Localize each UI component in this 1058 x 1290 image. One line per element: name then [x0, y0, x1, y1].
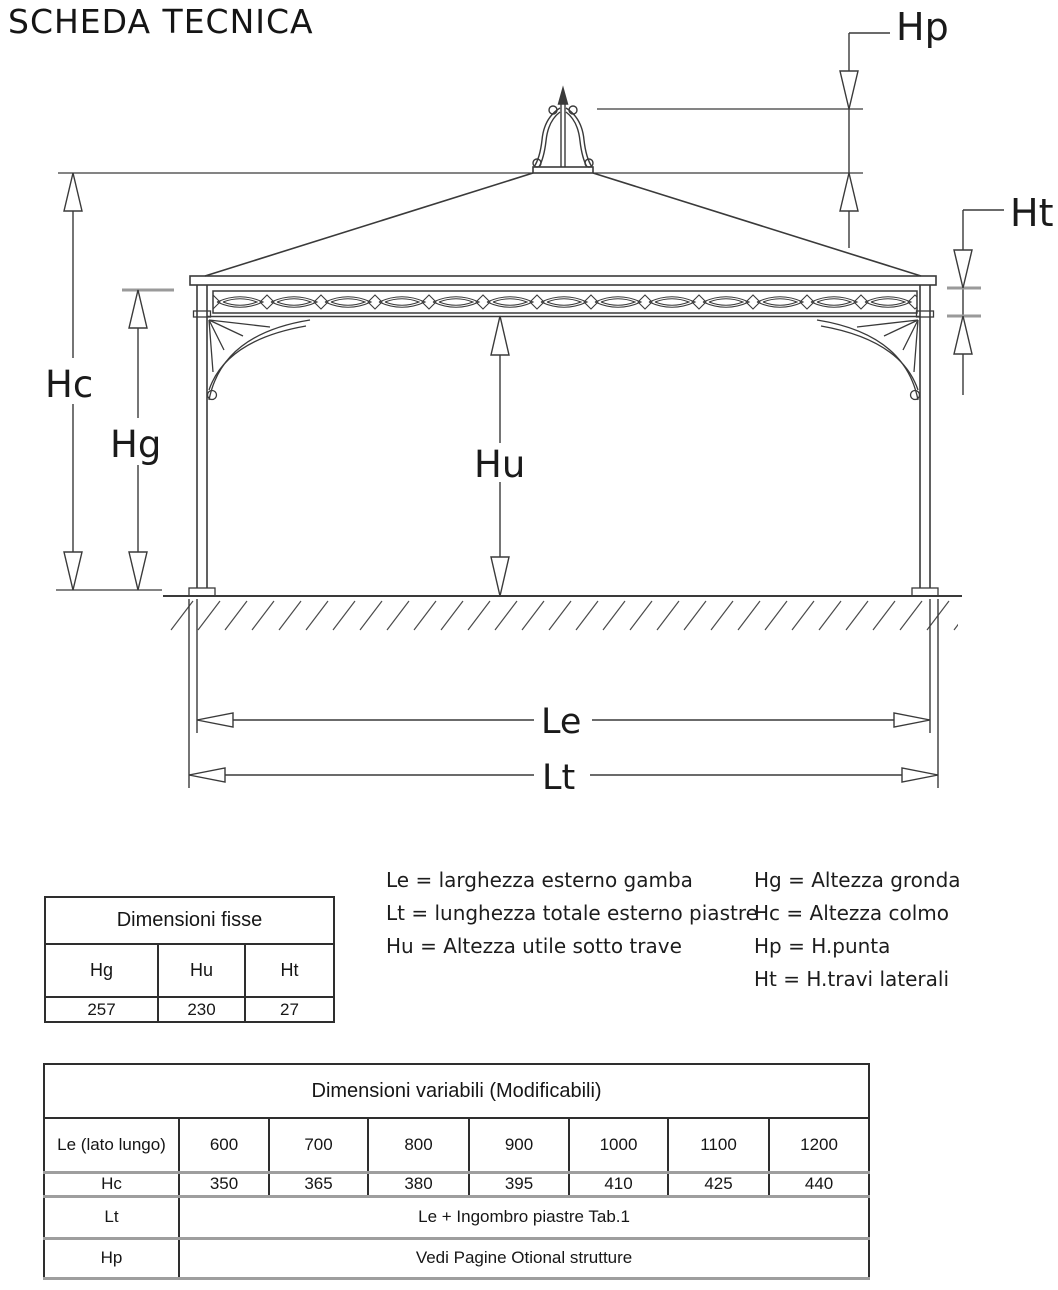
hc-value: 395: [469, 1172, 569, 1196]
legend-hp: Hp = H.punta: [754, 934, 891, 958]
hc-value: 440: [769, 1172, 869, 1196]
frieze-band: [207, 291, 920, 317]
hc-value: 410: [569, 1172, 668, 1196]
fixed-value-ht: 27: [245, 997, 334, 1022]
gazebo-structure: [163, 88, 962, 632]
legend-left-column: [386, 864, 758, 963]
le-value: 900: [469, 1118, 569, 1172]
dim-label-le: Le: [541, 702, 582, 742]
le-value: 600: [179, 1118, 269, 1172]
fixed-table-value-row: [45, 997, 334, 1022]
hp-row-value: Vedi Pagine Otional strutture: [179, 1238, 869, 1278]
dim-label-hg: Hg: [110, 423, 162, 466]
dim-label-hc: Hc: [45, 363, 94, 406]
hc-value: 425: [668, 1172, 769, 1196]
ground-line: [163, 596, 962, 632]
variable-table-le-row: [44, 1118, 869, 1172]
dimension-ht: [947, 210, 1004, 395]
dim-label-ht: Ht: [1010, 191, 1054, 235]
le-value: 700: [269, 1118, 368, 1172]
legend-lt: Lt = lunghezza totale esterno piastre: [386, 901, 758, 925]
legend-hc: Hc = Altezza colmo: [754, 901, 950, 925]
dim-label-hu: Hu: [474, 443, 526, 486]
fixed-table-header-row: [45, 944, 334, 997]
left-corner-bracket: [208, 320, 311, 400]
le-value: 1200: [769, 1118, 869, 1172]
hc-value: 380: [368, 1172, 469, 1196]
fixed-table-title: Dimensioni fisse: [45, 897, 334, 944]
fixed-header-hu: Hu: [158, 944, 245, 997]
left-column: [189, 285, 215, 596]
page-title: SCHEDA TECNICA: [8, 2, 314, 41]
roof-finial: [533, 88, 593, 167]
right-column: [912, 285, 938, 596]
hc-value: 350: [179, 1172, 269, 1196]
dimension-hp: [840, 33, 890, 248]
le-value: 1000: [569, 1118, 668, 1172]
dim-label-hp: Hp: [896, 5, 949, 49]
lt-row-label: Lt: [44, 1196, 179, 1238]
hc-value: 365: [269, 1172, 368, 1196]
legend-ht: Ht = H.travi laterali: [754, 967, 950, 991]
dim-label-lt: Lt: [542, 758, 576, 798]
fixed-dimensions-table: [44, 896, 335, 1023]
legend-hg: Hg = Altezza gronda: [754, 868, 961, 892]
le-row-label: Le (lato lungo): [44, 1118, 179, 1172]
le-value: 800: [368, 1118, 469, 1172]
hp-row-label: Hp: [44, 1238, 179, 1278]
le-value: 1100: [668, 1118, 769, 1172]
variable-table-title: Dimensioni variabili (Modificabili): [44, 1064, 869, 1118]
variable-table-hc-row: [44, 1172, 869, 1196]
variable-table-hp-row: [44, 1238, 869, 1278]
fixed-header-hg: Hg: [45, 944, 158, 997]
legend-right-column: [754, 864, 961, 996]
lt-row-value: Le + Ingombro piastre Tab.1: [179, 1196, 869, 1238]
legend-le: Le = larghezza esterno gamba: [386, 868, 693, 892]
right-corner-bracket: [817, 320, 920, 400]
fixed-value-hu: 230: [158, 997, 245, 1022]
dimension-annotations: [56, 33, 1004, 788]
roof: [190, 167, 936, 285]
variable-table-lt-row: [44, 1196, 869, 1238]
fixed-header-ht: Ht: [245, 944, 334, 997]
variable-dimensions-table: [43, 1063, 870, 1280]
fixed-value-hg: 257: [45, 997, 158, 1022]
hc-row-label: Hc: [44, 1172, 179, 1196]
legend-hu: Hu = Altezza utile sotto trave: [386, 934, 682, 958]
